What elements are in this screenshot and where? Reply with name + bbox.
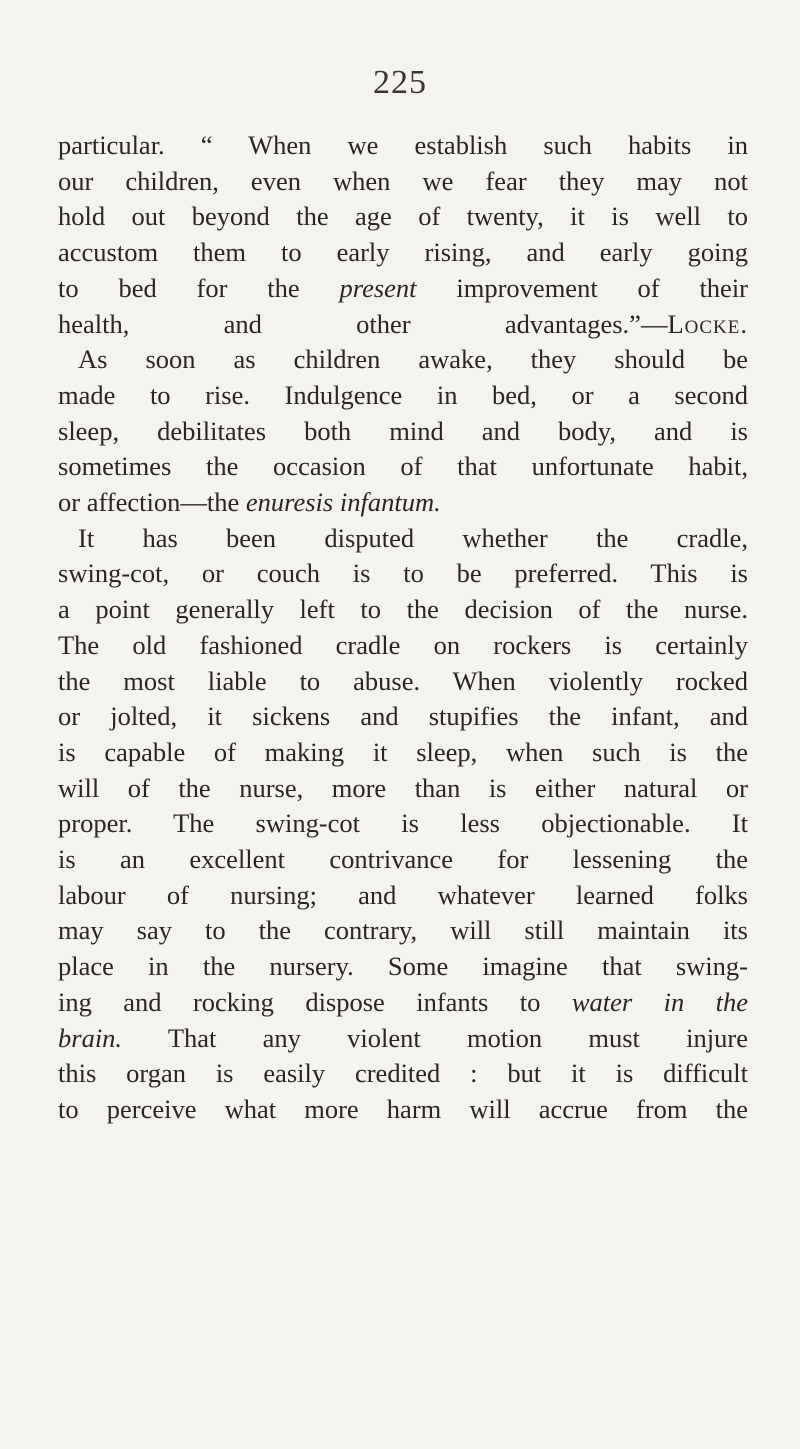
text-line	[58, 1021, 748, 1057]
text-run: or jolted, it sickens and stupifies the infant, and	[58, 701, 748, 732]
text-run: this organ is easily credited : but it is difficult	[58, 1058, 748, 1089]
text-run: particular. “ When we establish such habits in	[58, 130, 748, 160]
italic-text: present	[339, 272, 417, 303]
text-run: As soon as children awake, they should be	[78, 344, 748, 375]
text-line	[58, 878, 748, 914]
text-line	[58, 842, 748, 878]
text-run: sometimes the occasion of that unfortunate habit,	[58, 451, 748, 482]
text-run: to perceive what more harm will accrue from the	[58, 1093, 748, 1124]
text-run: swing-cot, or couch is to be preferred. This is	[58, 558, 748, 589]
text-line	[58, 1056, 748, 1092]
text-run: labour of nursing; and whatever learned folks	[58, 879, 748, 910]
text-run: ing and rocking dispose infants to	[58, 986, 572, 1017]
text-line	[58, 985, 748, 1021]
text-line	[58, 699, 748, 735]
text-line	[58, 913, 748, 949]
text-line	[58, 592, 748, 628]
text-line	[58, 164, 748, 200]
text-line	[58, 414, 748, 450]
text-run: health, and other advantages.”—	[58, 308, 668, 339]
text-line	[58, 485, 748, 521]
text-run: made to rise. Indulgence in bed, or a second	[58, 379, 748, 410]
text-run: will of the nurse, more than is either natural or	[58, 772, 748, 803]
text-line	[58, 628, 748, 664]
text-line	[58, 949, 748, 985]
text-run: That any violent motion must injure	[122, 1022, 748, 1053]
text-run: the most liable to abuse. When violently rocked	[58, 665, 748, 696]
text-run: proper. The swing-cot is less objectionable. It	[58, 808, 748, 839]
text-run: to bed for the	[58, 272, 340, 303]
text-line	[58, 664, 748, 700]
text-line	[58, 235, 748, 271]
text-line	[58, 771, 748, 807]
text-line	[58, 378, 748, 414]
text-run: accustom them to early rising, and early going	[58, 237, 748, 268]
text-run: may say to the contrary, will still maintain its	[58, 915, 748, 946]
text-run: or affection—the	[58, 487, 246, 518]
text-run: a point generally left to the decision of the nurse.	[58, 594, 748, 625]
text-line	[58, 735, 748, 771]
text-run: It has been disputed whether the cradle,	[78, 522, 748, 553]
page-text	[58, 128, 748, 1128]
text-line	[58, 307, 748, 343]
text-line	[58, 556, 748, 592]
italic-text: enuresis infantum.	[245, 487, 441, 518]
text-run: our children, even when we fear they may not	[58, 165, 748, 196]
text-run: place in the nursery. Some imagine that swing-	[58, 951, 748, 982]
text-line	[58, 1092, 748, 1128]
text-run: The old fashioned cradle on rockers is certainly	[58, 629, 748, 660]
text-run: sleep, debilitates both mind and body, and is	[58, 415, 748, 446]
text-run: hold out beyond the age of twenty, it is well to	[58, 201, 748, 232]
text-line	[58, 199, 748, 235]
text-line	[58, 342, 748, 378]
text-line	[58, 449, 748, 485]
italic-text: brain.	[58, 1022, 123, 1053]
text-run: is capable of making it sleep, when such is the	[58, 736, 748, 767]
text-line	[58, 806, 748, 842]
text-run: improvement of their	[416, 272, 749, 303]
text-line	[58, 128, 748, 164]
text-run: is an excellent contrivance for lessening the	[58, 844, 748, 875]
page-number: 225	[373, 64, 427, 101]
author-name: Locke.	[667, 308, 748, 339]
text-line	[58, 521, 748, 557]
text-line	[58, 271, 748, 307]
italic-text: water in the	[571, 986, 748, 1017]
